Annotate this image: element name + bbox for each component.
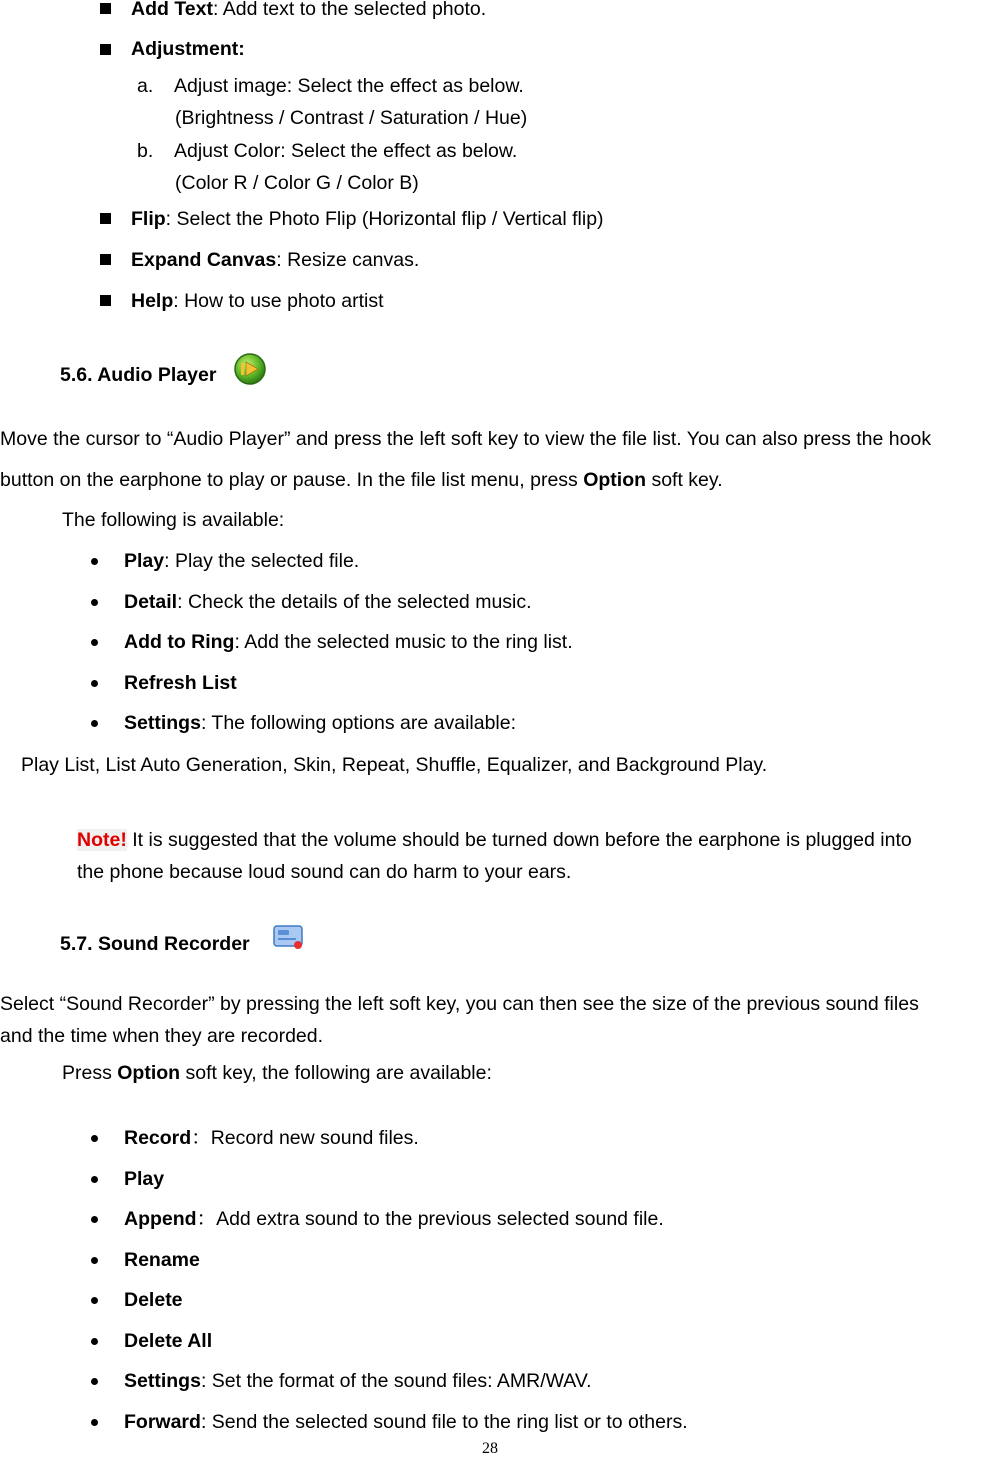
desc: ：Add extra sound to the previous selected sound file. [196, 1208, 664, 1230]
term: Delete All [124, 1330, 213, 1352]
desc: : Check the details of the selected music. [177, 591, 532, 613]
bullet-dot-icon [91, 1419, 98, 1426]
term: Record [124, 1127, 192, 1149]
bullet-dot-icon [91, 1338, 98, 1345]
list-item-adjustment [131, 37, 245, 61]
bullet-dot-icon [91, 1176, 98, 1183]
bullet-dot-icon [91, 680, 98, 687]
adjust-text-a: Adjust image: Select the effect as below. [174, 75, 524, 97]
audio-following-label: The following is available: [62, 509, 285, 531]
recorder-item-play [124, 1167, 164, 1191]
text: soft key. [646, 469, 723, 491]
term: Append [124, 1208, 197, 1230]
desc: : Resize canvas. [276, 249, 420, 271]
play-circle-icon [232, 352, 268, 386]
recorder-press-option-line [62, 1061, 492, 1085]
bullet-dot-icon [91, 639, 98, 646]
term: Rename [124, 1249, 200, 1271]
square-bullet-icon [100, 254, 111, 265]
section-heading-audio-player: 5.6. Audio Player [60, 364, 217, 386]
bullet-dot-icon [91, 599, 98, 606]
option-key-label: Option [583, 469, 647, 491]
term: Settings [124, 712, 201, 734]
desc: : The following options are available: [200, 712, 517, 734]
audio-item-detail [124, 590, 532, 614]
text: button on the earphone to play or pause. In the file list menu, press [0, 469, 584, 491]
text: soft key, the following are available: [180, 1062, 492, 1084]
recorder-item-forward [124, 1410, 688, 1434]
adjust-detail-b: (Color R / Color G / Color B) [175, 172, 419, 194]
bullet-dot-icon [91, 558, 98, 565]
list-item-flip [131, 207, 604, 231]
term: Add Text [131, 0, 213, 20]
recorder-paragraph-line-2: and the time when they are recorded. [0, 1025, 324, 1047]
bullet-dot-icon [91, 1378, 98, 1385]
desc: ：Record new sound files. [191, 1127, 419, 1149]
desc: : Add the selected music to the ring list. [234, 631, 573, 653]
bullet-dot-icon [91, 1297, 98, 1304]
note-line-1 [77, 828, 912, 852]
option-key-label: Option [117, 1062, 181, 1084]
adjust-marker-b: b. [137, 140, 154, 162]
recorder-item-rename [124, 1248, 200, 1272]
bullet-dot-icon [91, 1135, 98, 1142]
list-item-add-text [131, 0, 486, 21]
adjust-text-b: Adjust Color: Select the effect as below. [174, 140, 518, 162]
recorder-item-record [124, 1126, 419, 1150]
desc: : Select the Photo Flip (Horizontal flip / Vertical flip) [165, 208, 604, 230]
audio-item-refresh-list [124, 671, 237, 695]
term: Detail [124, 591, 178, 613]
desc: : Play the selected file. [164, 550, 360, 572]
term: Settings [124, 1370, 201, 1392]
text: Press [62, 1062, 118, 1084]
term: Flip [131, 208, 166, 230]
list-item-expand-canvas [131, 248, 419, 272]
term: Delete [124, 1289, 183, 1311]
desc: : Add text to the selected photo. [212, 0, 487, 20]
note-label: Note! [77, 829, 127, 851]
square-bullet-icon [100, 213, 111, 224]
square-bullet-icon [100, 44, 111, 55]
sound-recorder-icon [272, 924, 306, 952]
desc: : Set the format of the sound files: AMR/WAV. [200, 1370, 592, 1392]
audio-paragraph-line-2 [0, 468, 723, 492]
adjust-detail-a: (Brightness / Contrast / Saturation / Hue) [175, 107, 528, 129]
square-bullet-icon [100, 3, 111, 14]
term: Add to Ring [124, 631, 235, 653]
audio-item-play [124, 549, 359, 573]
page-number: 28 [482, 1440, 498, 1457]
audio-item-settings [124, 711, 516, 735]
term: Refresh List [124, 672, 237, 694]
bullet-dot-icon [91, 720, 98, 727]
desc: : Send the selected sound file to the ring list or to others. [200, 1411, 688, 1433]
audio-paragraph-line-1: Move the cursor to “Audio Player” and press the left soft key to view the file list. You can also press the hook [0, 428, 932, 450]
note-line-2: the phone because loud sound can do harm to your ears. [77, 861, 572, 883]
term: Play [124, 550, 165, 572]
term: Play [124, 1168, 165, 1190]
square-bullet-icon [100, 295, 111, 306]
term: Help [131, 290, 174, 312]
term: Adjustment: [131, 38, 245, 60]
audio-item-add-to-ring [124, 630, 573, 654]
recorder-paragraph-line-1: Select “Sound Recorder” by pressing the left soft key, you can then see the size of the previous sound files [0, 993, 919, 1015]
recorder-item-settings [124, 1369, 591, 1393]
bullet-dot-icon [91, 1216, 98, 1223]
settings-options-text: Play List, List Auto Generation, Skin, Repeat, Shuffle, Equalizer, and Background Play. [21, 754, 768, 776]
section-heading-sound-recorder: 5.7. Sound Recorder [60, 933, 250, 955]
desc: : How to use photo artist [173, 290, 384, 312]
adjust-marker-a: a. [137, 75, 154, 97]
recorder-item-delete-all [124, 1329, 212, 1353]
term: Expand Canvas [131, 249, 277, 271]
recorder-item-append [124, 1207, 664, 1231]
list-item-help [131, 289, 384, 313]
text: It is suggested that the volume should be turned down before the earphone is plugged into [126, 829, 912, 851]
term: Forward [124, 1411, 201, 1433]
recorder-item-delete [124, 1288, 183, 1312]
bullet-dot-icon [91, 1257, 98, 1264]
